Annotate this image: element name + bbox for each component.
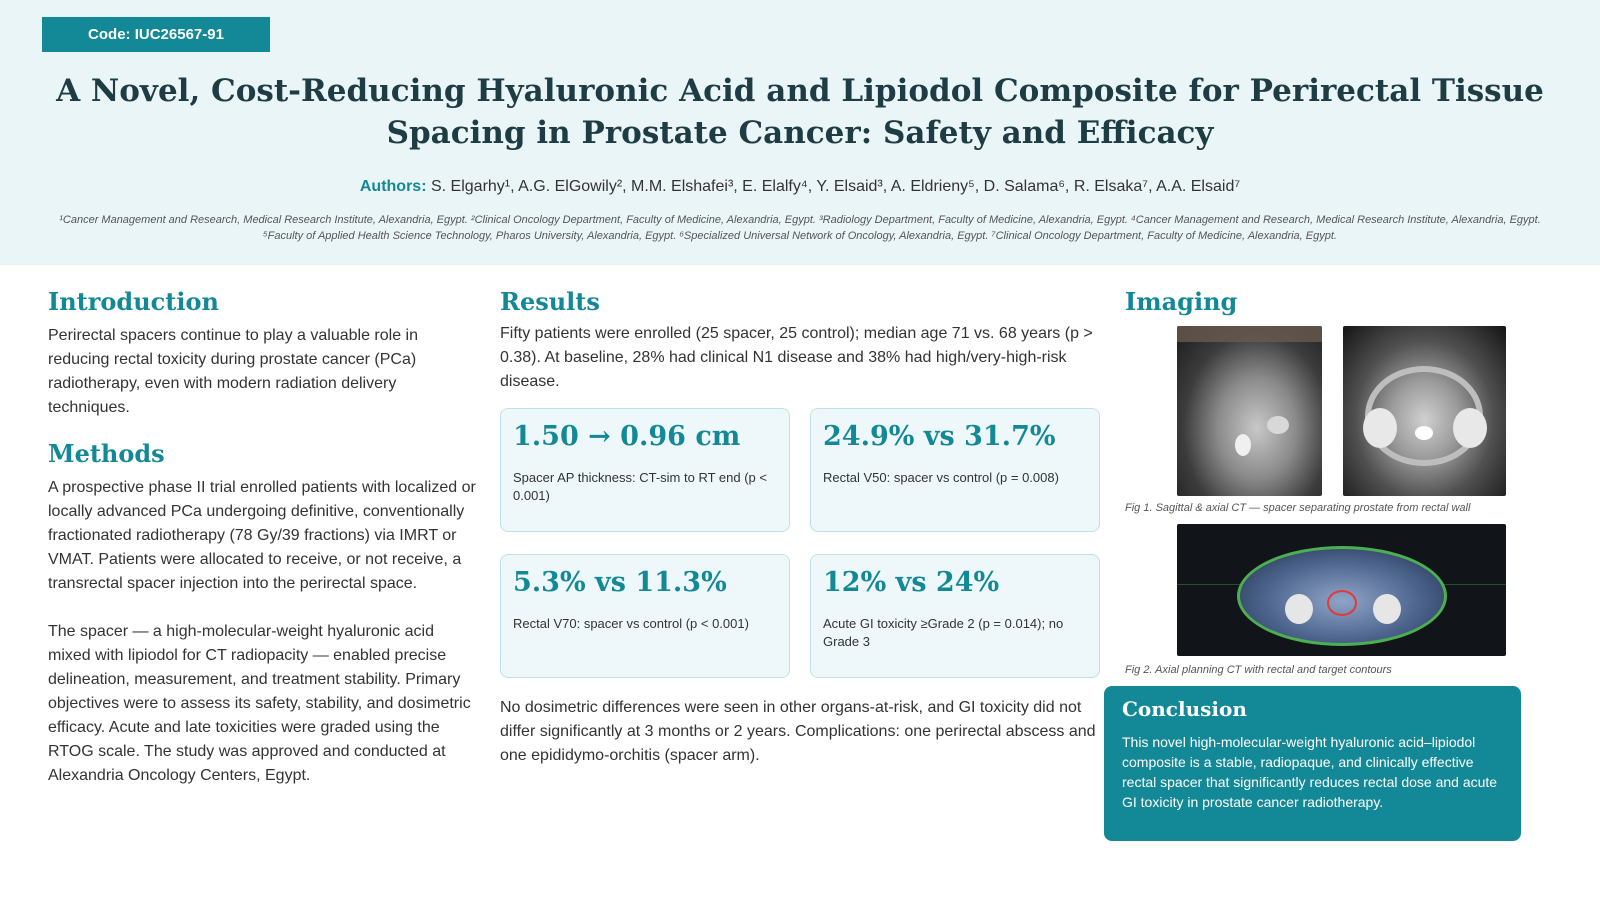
stat-card <box>810 554 1100 678</box>
poster-header <box>0 0 1600 265</box>
introduction-text: Perirectal spacers continue to play a valuable role in reducing rectal toxicity during prostate cancer (PCa) radiotherapy, even with modern radiation delivery techniques. <box>48 327 418 416</box>
introduction-heading: Introduction <box>48 287 219 316</box>
poster-title: A Novel, Cost-Reducing Hyaluronic Acid and Lipiodol Composite for Perirectal Tissue Spacing in Prostate Cancer: Safety and Efficacy <box>56 73 1544 151</box>
left-column <box>48 286 480 788</box>
stat-card <box>500 408 790 532</box>
authors-line <box>40 178 1560 196</box>
figure-1 <box>1125 326 1555 514</box>
stats-grid <box>500 408 1100 680</box>
conclusion-box <box>1104 686 1521 841</box>
stat-label: Rectal V70: spacer vs control (p < 0.001) <box>513 616 749 631</box>
figure-2 <box>1125 524 1555 684</box>
stat-label: Acute GI toxicity ≥Grade 2 (p = 0.014); no Grade 3 <box>823 616 1064 649</box>
authors-list: S. Elgarhy¹, A.G. ElGowily², M.M. Elshafei³, E. Elalfy⁴, Y. Elsaid³, A. Eldrieny⁵, D. Salama⁶, R. Elsaka⁷, A.A. Elsaid⁷ <box>430 178 1241 195</box>
stat-value: 24.9% vs 31.7% <box>823 421 1056 452</box>
methods-heading: Methods <box>48 439 165 468</box>
stat-label: Spacer AP thickness: CT-sim to RT end (p < 0.001) <box>513 470 767 503</box>
stat-card <box>810 408 1100 532</box>
planning-ct-image <box>1177 524 1506 656</box>
sagittal-ct-image <box>1177 326 1322 496</box>
axial-ct-image <box>1343 326 1506 496</box>
methods-paragraph-2: The spacer — a high-molecular-weight hyaluronic acid mixed with lipiodol for CT radiopacity — enabled precise delineation, measurement, and treatment stability. Primary objectives were to assess its safety, stability, and dosimetric efficacy. Acute and late toxicities were graded using the RTOG scale. The study was approved and conducted at Alexandria Oncology Centers, Egypt. <box>48 623 471 784</box>
results-heading: Results <box>500 287 600 316</box>
stat-label: Rectal V50: spacer vs control (p = 0.008) <box>823 470 1059 485</box>
stat-value: 12% vs 24% <box>823 567 1000 598</box>
affiliations: ¹Cancer Management and Research, Medical Research Institute, Alexandria, Egypt. ²Clinical Oncology Department, Faculty of Medicine, Alexandria, Egypt. ³Radiology Department, Faculty of Medicine, Alexandria, Egypt. ⁴Cancer Management and Research, Medical Research Institute, Alexandria, Egypt. ⁵Faculty of Applied Health Science Technology, Pharos University, Alexandria, Egypt. ⁶Specialized Universal Network of Oncology, Alexandria, Egypt. ⁷Clinical Oncology Department, Faculty of Medicine, Alexandria, Egypt. <box>59 214 1541 242</box>
conclusion-text: This novel high-molecular-weight hyaluronic acid–lipiodol composite is a stable, radiopaque, and clinically effective rectal spacer that significantly reduces rectal dose and acute GI toxicity in prostate cancer radiotherapy. <box>1122 734 1498 810</box>
code-badge: Code: IUC26567-91 <box>42 17 270 52</box>
figure-2-caption: Fig 2. Axial planning CT with rectal and target contours <box>1125 664 1392 676</box>
conclusion-heading: Conclusion <box>1122 697 1247 721</box>
stat-value: 1.50 → 0.96 cm <box>513 421 741 452</box>
figure-1-caption: Fig 1. Sagittal & axial CT — spacer separating prostate from rectal wall <box>1125 502 1471 514</box>
stat-card <box>500 554 790 678</box>
methods-paragraph-1: A prospective phase II trial enrolled patients with localized or locally advanced PCa undergoing definitive, conventionally fractionated radiotherapy (78 Gy/39 fractions) via IMRT or VMAT. Patients were allocated to receive, or not receive, a transrectal spacer injection into the perirectal space. <box>48 479 476 592</box>
results-paragraph-1: Fifty patients were enrolled (25 spacer, 25 control); median age 71 vs. 68 years (p > 0.38). At baseline, 28% had clinical N1 disease and 38% had high/very-high-risk disease. <box>500 325 1093 390</box>
middle-column <box>500 286 1100 768</box>
imaging-heading: Imaging <box>1125 287 1238 316</box>
authors-label: Authors: <box>359 178 427 195</box>
right-column <box>1125 286 1555 684</box>
results-paragraph-2: No dosimetric differences were seen in other organs-at-risk, and GI toxicity did not differ significantly at 3 months or 2 years. Complications: one perirectal abscess and one epididymo-orchitis (spacer arm). <box>500 699 1096 764</box>
stat-value: 5.3% vs 11.3% <box>513 567 727 598</box>
